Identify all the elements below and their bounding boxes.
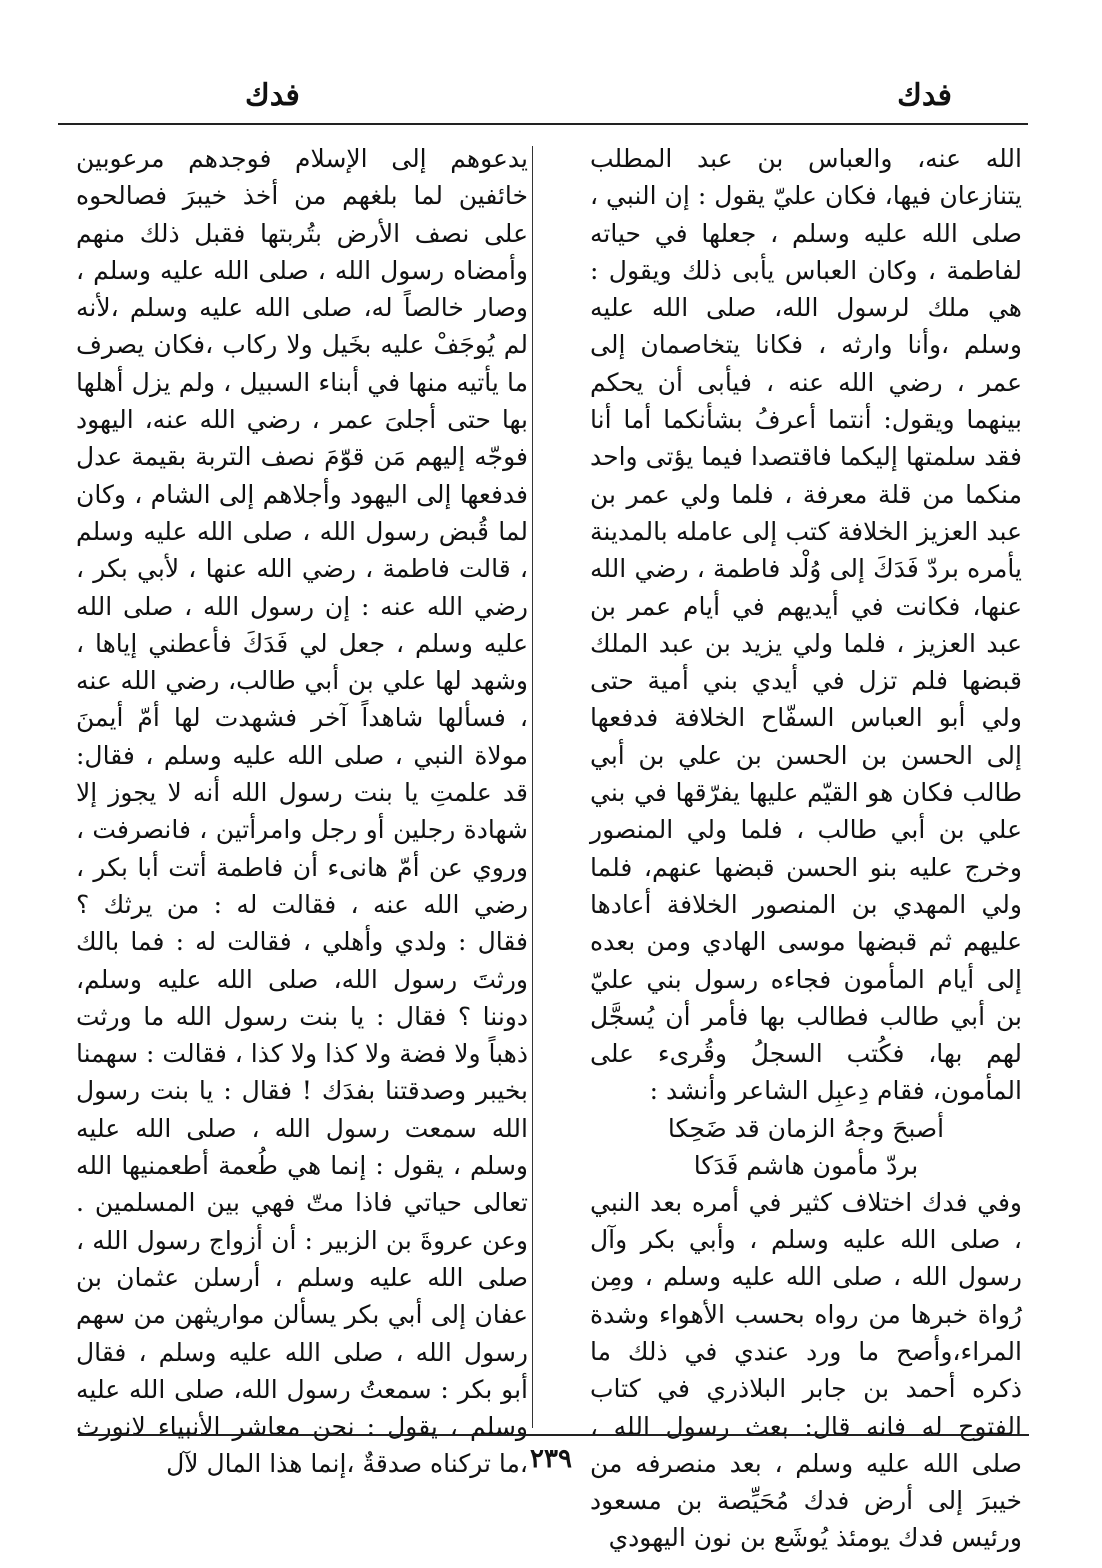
left-column [76, 140, 528, 1483]
running-header-right: فدك [897, 78, 952, 113]
right-column [590, 140, 1022, 1557]
footer-rule [78, 1434, 1029, 1436]
poem-line-1: أصبحَ وجهُ الزمان قد ضَحِكا [667, 1113, 945, 1143]
poem-line-2: بردّ مأمون هاشم فَدَكا [693, 1150, 919, 1180]
page-number: ٢٣٩ [530, 1444, 572, 1474]
header-rule [58, 123, 1028, 125]
right-column-paragraph-1: الله عنه، والعباس بن عبد المطلب يتنازعان فيها، فكان عليّ يقول : إن النبي ، صلى الله عليه وسلم ، جعلها في حياته لفاطمة ، وكان العباس يأبى ذلك ويقول : هي ملك لرسول الله، صلى الله عليه وسلم ،وأنا وارثه ، فكانا يتخاصمان إلى عمر ، رضي الله عنه ، فيأبى أن يحكم بينهما ويقول: أنتما أعرفُ بشأنكما أما أنا فقد سلمتها إليكما فاقتصدا فيما يؤتى واحد منكما من قلة معرفة ، فلما ولي عمر بن عبد العزيز الخلافة كتب إلى عامله بالمدينة يأمره بردّ فَدَكَ إلى وُلْد فاطمة ، رضي الله عنها، فكانت في أيديهم في أيام عمر بن عبد العزيز ، فلما ولي يزيد بن عبد الملك قبضها فلم تزل في أيدي بني أمية حتى ولي أبو العباس السفّاح الخلافة فدفعها إلى الحسن بن الحسن بن علي بن أبي طالب فكان هو القيّم عليها يفرّقها في بني علي بن أبي طالب ، فلما ولي المنصور وخرج عليه بنو الحسن قبضها عنهم، فلما ولي المهدي بن المنصور الخلافة أعادها عليهم ثم قبضها موسى الهادي ومن بعده إلى أيام المأمون فجاءه رسول بني عليّ بن أبي طالب فطالب بها فأمر أن يُسجَّل لهم بها، فكُتب السجلُ وقُرىء على المأمون، فقام دِعبِل الشاعر وأنشد : [590, 144, 1022, 1106]
right-column-paragraph-2: وفي فدك اختلاف كثير في أمره بعد النبي ، صلى الله عليه وسلم ، وأبي بكر وآل رسول الله ، صلى الله عليه وسلم ، ومِن رُواة خبرها من رواه بحسب الأهواء وشدة المراء،وأصح ما ورد عندي في ذلك ما ذكره أحمد بن جابر البلاذري في كتاب الفتوح له فانه قال: بعث رسول الله ، صلى الله عليه وسلم ، بعد منصرفه من خيبرَ إلى أرض فدك مُحَيِّصة بن مسعود ورئيس فدك يومئذ يُوشَع بن نون اليهودي [590, 1187, 1022, 1553]
poem-verse [590, 1110, 1022, 1184]
running-header-left: فدك [245, 78, 300, 113]
left-column-paragraph-1: يدعوهم إلى الإسلام فوجدهم مرعوبين خائفين لما بلغهم من أخذ خيبرَ فصالحوه على نصف الأرض بتُربتها فقبل ذلك منهم وأمضاه رسول الله ، صلى الله عليه وسلم ، وصار خالصاً له، صلى الله عليه وسلم ،لأنه لم يُوجَفْ عليه بخَيل ولا ركاب ،فكان يصرف ما يأتيه منها في أبناء السبيل ، ولم يزل أهلها بها حتى أجلىَ عمر ، رضي الله عنه، اليهود فوجّه إليهم مَن قوّمَ نصف التربة بقيمة عدل فدفعها إلى اليهود وأجلاهم إلى الشام ، وكان لما قُبض رسول الله ، صلى الله عليه وسلم ، قالت فاطمة ، رضي الله عنها ، لأبي بكر ، رضي الله عنه : إن رسول الله ، صلى الله عليه وسلم ، جعل لي فَدَكَ فأعطني إياها ، وشهد لها علي بن أبي طالب، رضي الله عنه ، فسألها شاهداً آخر فشهدت لها أمّ أيمنَ مولاة النبي ، صلى الله عليه وسلم ، فقال: قد علمتِ يا بنت رسول الله أنه لا يجوز إلا شهادة رجلين أو رجل وامرأتين ، فانصرفت ، وروي عن أمّ هانىء أن فاطمة أتت أبا بكر ، رضي الله عنه ، فقالت له : من يرثك ؟ فقال : ولدي وأهلي ، فقالت له : فما بالك ورثتَ رسول الله، صلى الله عليه وسلم، دوننا ؟ فقال : يا بنت رسول الله ما ورثت ذهباً ولا فضة ولا كذا ولا كذا ، فقالت : سهمنا بخيبر وصدقتنا بفدَك ! فقال : يا بنت رسول الله سمعت رسول الله ، صلى الله عليه وسلم ، يقول : إنما هي طُعمة أطعمنيها الله تعالى حياتي فاذا متّ فهي بين المسلمين . وعن عروةَ بن الزبير : أن أزواج رسول الله ، صلى الله عليه وسلم ، أرسلن عثمان بن عفان إلى أبي بكر يسألن مواريثهن من سهم رسول الله ، صلى الله عليه وسلم ، فقال أبو بكر : سمعتُ رسول الله، صلى الله عليه وسلم ، يقول : نحن معاشر الأنبياء لانورث ،ما تركناه صدقةٌ ،إنما هذا المال لآل [76, 144, 528, 1479]
column-divider [532, 146, 533, 1428]
